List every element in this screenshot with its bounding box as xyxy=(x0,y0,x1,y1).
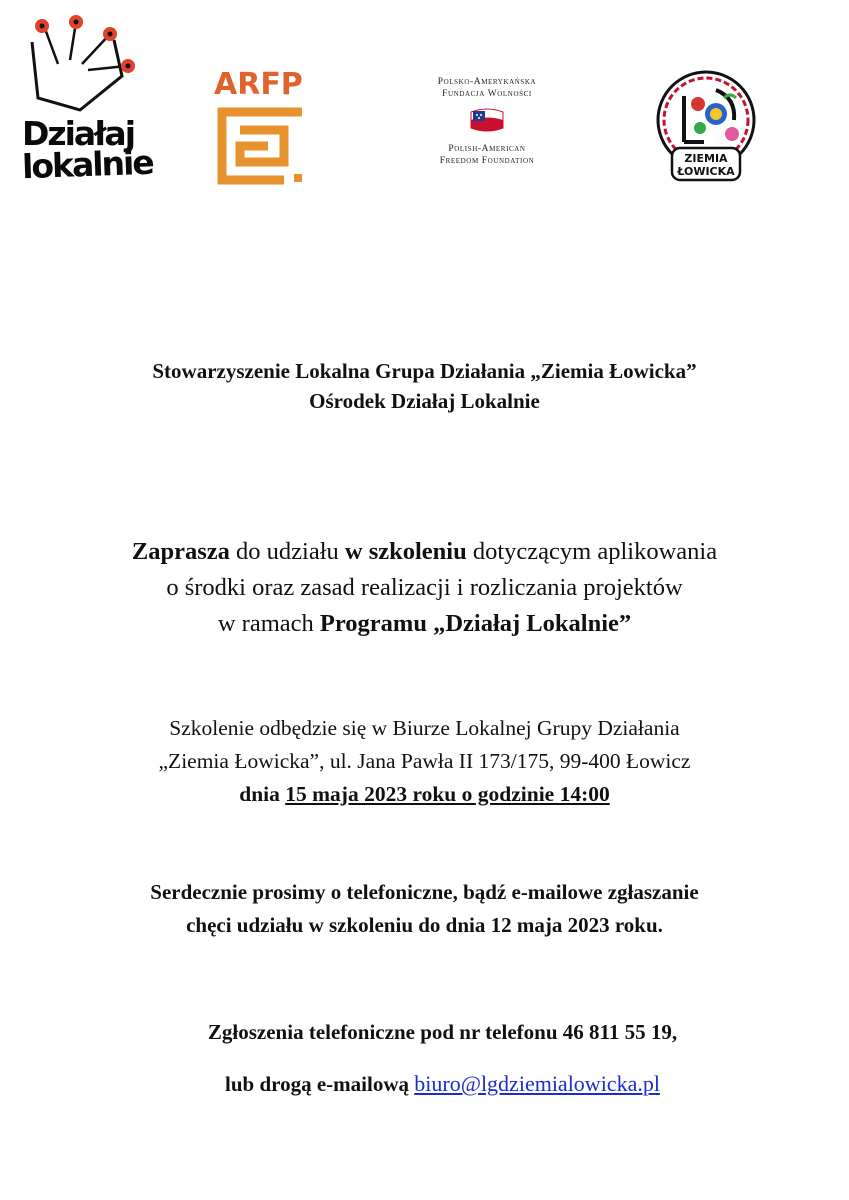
paff-logo xyxy=(420,76,554,176)
dzialaj-lokalnie-flower-icon xyxy=(18,14,146,124)
registration-block xyxy=(0,876,849,942)
arfp-logo xyxy=(214,67,314,182)
invitation-program-name: Programu „Działaj Lokalnie” xyxy=(319,610,632,637)
registration-line2: chęci udziału w szkoleniu do dnia 12 maja 2023 roku. xyxy=(186,913,663,937)
zl-logo-line2: ŁOWICKA xyxy=(677,165,735,178)
contact-phone-line: Zgłoszenia telefoniczne pod nr telefonu 46 811 55 19, xyxy=(207,1020,678,1044)
invitation-line2: o środki oraz zasad realizacji i rozliczania projektów xyxy=(166,574,683,601)
venue-block xyxy=(0,712,849,811)
dl-logo-line1: Działaj xyxy=(22,114,135,153)
invitation-bold-word: Zaprasza xyxy=(131,538,230,565)
venue-date: 15 maja 2023 roku o godzinie 14:00 xyxy=(285,782,610,806)
invitation-line3-text: w ramach xyxy=(217,610,320,637)
ziemia-lowicka-logo xyxy=(654,68,758,184)
organizer-line1: Stowarzyszenie Lokalna Grupa Działania „Ziemia Łowicka” xyxy=(152,359,697,383)
organizer-line2: Ośrodek Działaj Lokalnie xyxy=(309,389,540,413)
contact-email-prefix: lub drogą e-mailową xyxy=(225,1072,415,1096)
dl-logo-line2: lokalnie xyxy=(21,142,154,187)
paff-pl-line2: Fundacja Wolności xyxy=(442,89,532,99)
invitation-text-2: dotyczącym aplikowania xyxy=(466,538,718,565)
ziemia-lowicka-emblem-icon xyxy=(654,68,758,184)
venue-line2: „Ziemia Łowicka”, ul. Jana Pawła II 173/175, 99-400 Łowicz xyxy=(158,749,691,773)
contact-email-link[interactable]: biuro@lgdziemialowicka.pl xyxy=(414,1071,660,1096)
paff-en-line2: Freedom Foundation xyxy=(439,156,535,166)
venue-date-line xyxy=(0,778,849,811)
paff-en-line1: Polish-American xyxy=(448,144,526,154)
paff-flag-icon xyxy=(467,106,507,134)
registration-line1: Serdecznie prosimy o telefoniczne, bądź e-mailowe zgłaszanie xyxy=(150,880,699,904)
invitation-line1 xyxy=(0,534,849,570)
invitation-block xyxy=(0,534,849,642)
arfp-logo-text: ARFP xyxy=(214,67,303,102)
organizer-block xyxy=(0,356,849,416)
venue-date-prefix: dnia xyxy=(239,782,286,806)
invitation-line3 xyxy=(0,606,849,642)
contact-email-line xyxy=(18,1058,849,1110)
venue-line1: Szkolenie odbędzie się w Biurze Lokalnej Grupy Działania xyxy=(169,716,680,740)
paff-pl-line1: Polsko-Amerykańska xyxy=(437,77,537,87)
invitation-bold-training: w szkoleniu xyxy=(344,538,467,565)
dzialaj-lokalnie-logo xyxy=(18,14,154,194)
arfp-mark-icon xyxy=(214,106,308,186)
invitation-text-1: do udziału xyxy=(229,538,345,565)
contact-block xyxy=(18,1006,849,1110)
zl-logo-line1: ZIEMIA xyxy=(684,152,728,165)
